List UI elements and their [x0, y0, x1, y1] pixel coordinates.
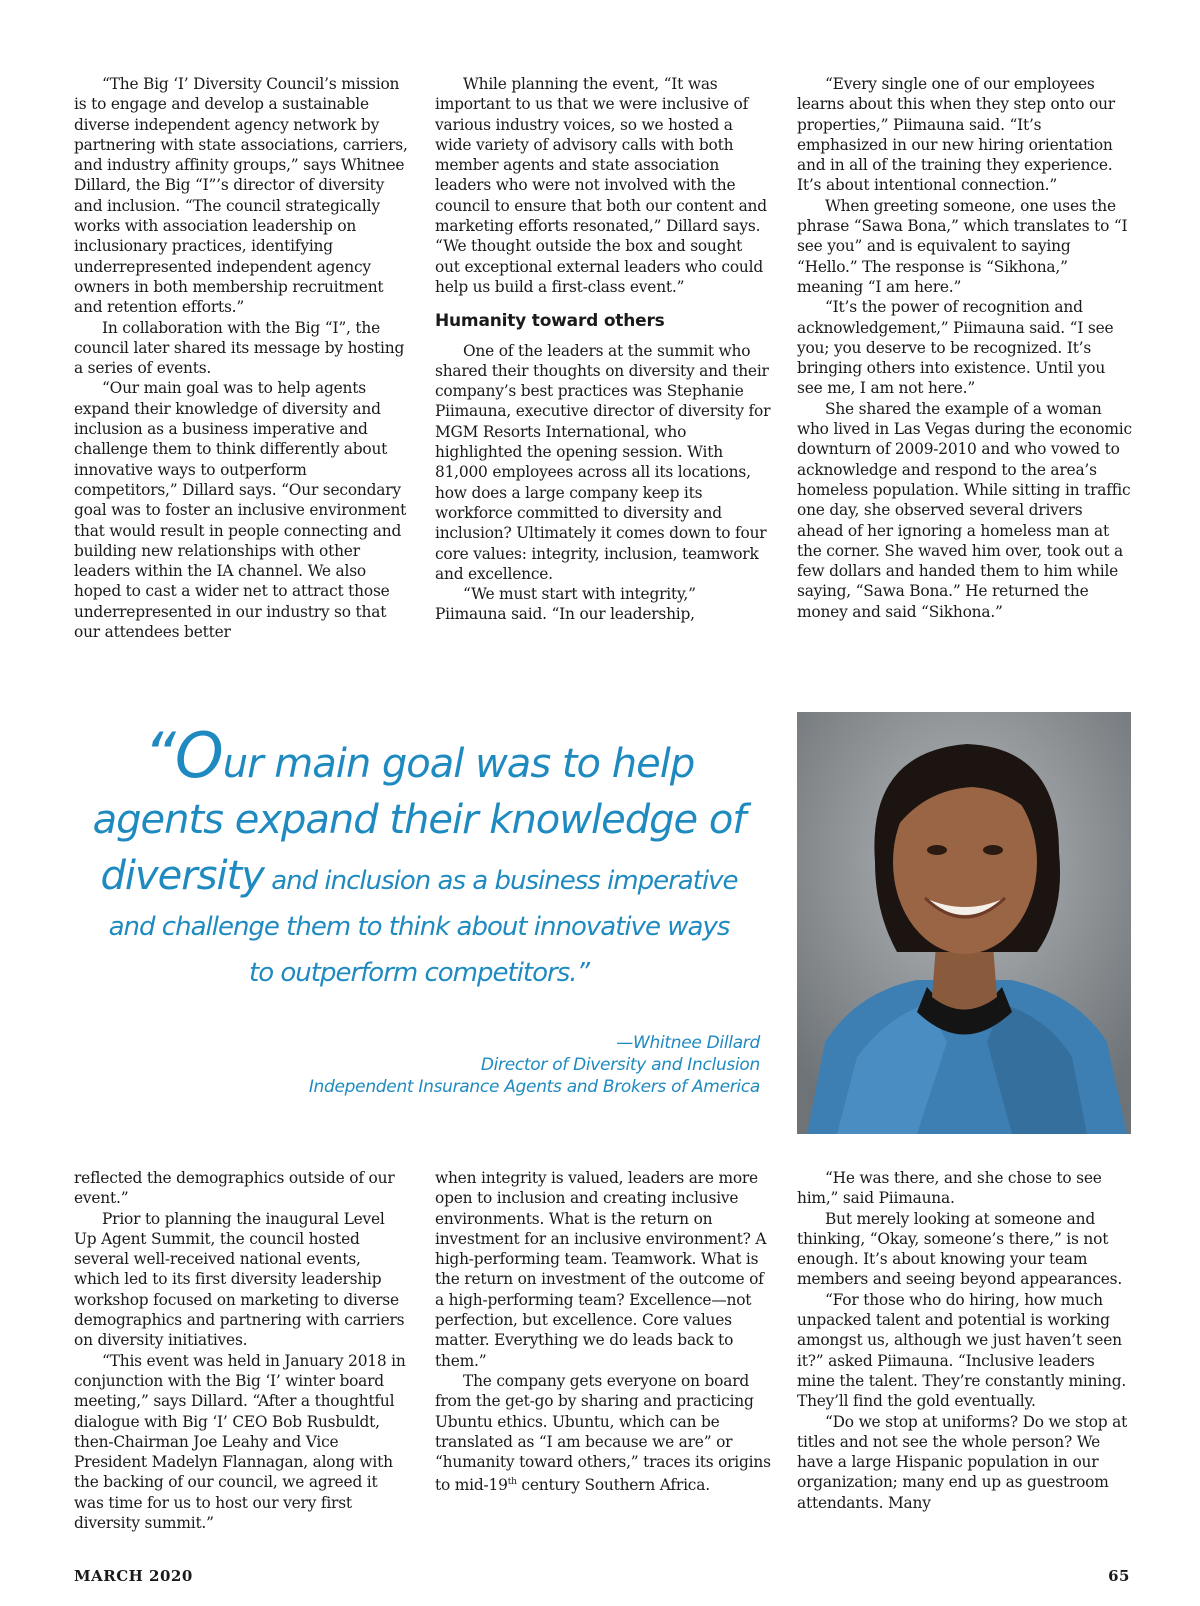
portrait-photo [797, 712, 1131, 1134]
attribution-org: Independent Insurance Agents and Brokers of America [308, 1077, 760, 1097]
column-2-bottom [435, 1168, 771, 1496]
paragraph: “He was there, and she chose to see him,” said Piimauna. [797, 1169, 1102, 1208]
paragraph: In collaboration with the Big “I”, the council later shared its message by hosting a series of events. [74, 318, 405, 378]
column-2-top [435, 74, 771, 625]
paragraph-text: century Southern Africa. [516, 1476, 710, 1495]
portrait-illustration [797, 712, 1131, 1134]
pull-quote-attribution [230, 1032, 760, 1098]
paragraph: “This event was held in January 2018 in conjunction with the Big ‘I’ winter board meeting,” says Dillard. “After a thoughtful dialogue with Big ‘I’ CEO Bob Rusbuldt, then-Chairman Joe Leahy and Vice President Madelyn Flannagan, along with the backing of our council, we agreed it was time for us to host our very first diversity summit.” [74, 1351, 406, 1533]
paragraph: When greeting someone, one uses the phrase “Sawa Bona,” which translates to “I see you” and is equivalent to saying “Hello.” The response is “Sikhona,” meaning “I am here.” [797, 196, 1128, 296]
paragraph [435, 1371, 771, 1496]
pull-quote-line-5: to outperform competitors.” [249, 958, 589, 988]
pull-quote-line-2: agents expand their knowledge of [92, 797, 746, 843]
column-3-bottom [797, 1168, 1133, 1513]
column-1-bottom [74, 1168, 410, 1533]
paragraph: “The Big ‘I’ Diversity Council’s mission is to engage and develop a sustainable diverse independent agency network by partnering with state associations, carriers, and industry affinity groups,” says Whitnee Dillard, the Big “I”’s director of diversity and inclusion. “The council strategically works with association leadership on inclusionary practices, identifying underrepresented independent agency owners in both membership recruitment and retention efforts.” [74, 75, 408, 317]
pull-quote-line-3 [74, 848, 764, 904]
pull-quote-text: and inclusion as a business imperative [263, 866, 738, 896]
column-1-top [74, 74, 410, 642]
superscript: th [507, 1477, 517, 1488]
attribution-name: —Whitnee Dillard [616, 1033, 760, 1053]
paragraph: “We must start with integrity,” Piimauna said. “In our leadership, [435, 585, 696, 624]
paragraph: “Our main goal was to help agents expand their knowledge of diversity and inclusion as a business imperative and challenge them to think differently about innovative ways to outperform competitors,” Dillard says. “Our secondary goal was to foster an inclusive environment that would result in people connecting and building new relationships with other leaders within the IA channel. We also hoped to cast a wider net to attract those underrepresented in our industry so that our attendees better [74, 379, 407, 642]
pull-quote-line-1 [74, 719, 764, 792]
paragraph: when integrity is valued, leaders are more open to inclusion and creating inclusive environments. What is the return on investment for an inclusive environment? A high-performing team. Teamwork. What is the return on investment of the outcome of a high-performing team? Excellence—not perfection, but excellence. Core values matter. Everything we do leads back to them.” [435, 1169, 767, 1370]
paragraph: But merely looking at someone and thinking, “Okay, someone’s there,” is not enough. It’s about knowing your team members and seeing beyond appearances. [797, 1209, 1123, 1289]
pull-quote-line-4: and challenge them to think about innovative ways [108, 912, 730, 942]
paragraph: “Every single one of our employees learns about this when they step onto our properties,” Piimauna said. “It’s emphasized in our new hiring orientation and in all of the training they experience. It’s about intentional connection.” [797, 75, 1115, 195]
pull-quote-text: ur main goal was to help [222, 741, 695, 787]
paragraph: Prior to planning the inaugural Level Up Agent Summit, the council hosted several well-received national events, which led to its first diversity leadership workshop focused on marketing to diverse demographics and partnering with carriers on diversity initiatives. [74, 1209, 405, 1350]
attribution-title: Director of Diversity and Inclusion [480, 1055, 760, 1075]
paragraph: “Do we stop at uniforms? Do we stop at titles and not see the whole person? We have a large Hispanic population in our organization; many end up as guestroom attendants. Many [797, 1412, 1128, 1512]
paragraph-text: The company gets everyone on board from the get-go by sharing and practicing Ubuntu ethics. Ubuntu, which can be translated as “I am because we are” or “humanity toward others,” traces its origins to mid-19 [435, 1371, 771, 1495]
pull-quote-drop-letter: O [174, 719, 223, 792]
paragraph: While planning the event, “It was important to us that we were inclusive of various industry voices, so we hosted a wide variety of advisory calls with both member agents and state association leaders who were not involved with the council to ensure that both our content and marketing efforts resonated,” Dillard says. “We thought outside the box and sought out exceptional external leaders who could help us build a first-class event.” [435, 75, 767, 296]
paragraph: “For those who do hiring, how much unpacked talent and potential is working amongst us, although we just haven’t seen it?” asked Piimauna. “Inclusive leaders mine the talent. They’re constantly mining. They’ll find the gold eventually. [797, 1290, 1127, 1411]
section-heading: Humanity toward others [435, 311, 665, 332]
pull-quote-open-mark: “ [143, 719, 175, 792]
paragraph: She shared the example of a woman who lived in Las Vegas during the economic downturn of 2009-2010 and who vowed to acknowledge and respond to the area’s homeless population. While sitting in traffic one day, she observed several drivers ahead of her ignoring a homeless man at the corner. She waved him over, took out a few dollars and handed them to him while saying, “Sawa Bona.” He returned the money and said “Sikhona.” [797, 399, 1132, 621]
paragraph: One of the leaders at the summit who shared their thoughts on diversity and their company’s best practices was Stephanie Piimauna, executive director of diversity for MGM Resorts International, who highlighted the opening session. With 81,000 employees across all its locations, how does a large company keep its workforce committed to diversity and inclusion? Ultimately it comes down to four core values: integrity, inclusion, teamwork and excellence. [435, 341, 771, 583]
page-number: 65 [1108, 1567, 1130, 1585]
column-3-top [797, 74, 1133, 622]
paragraph: reflected the demographics outside of our event.” [74, 1169, 395, 1208]
footer-issue-date: MARCH 2020 [74, 1567, 193, 1585]
pull-quote-emphasis: diversity [100, 853, 264, 899]
pull-quote [74, 719, 764, 996]
paragraph: “It’s the power of recognition and acknowledgement,” Piimauna said. “I see you; you deserve to be recognized. It’s bringing others into existence. Until you see me, I am not here.” [797, 298, 1114, 398]
